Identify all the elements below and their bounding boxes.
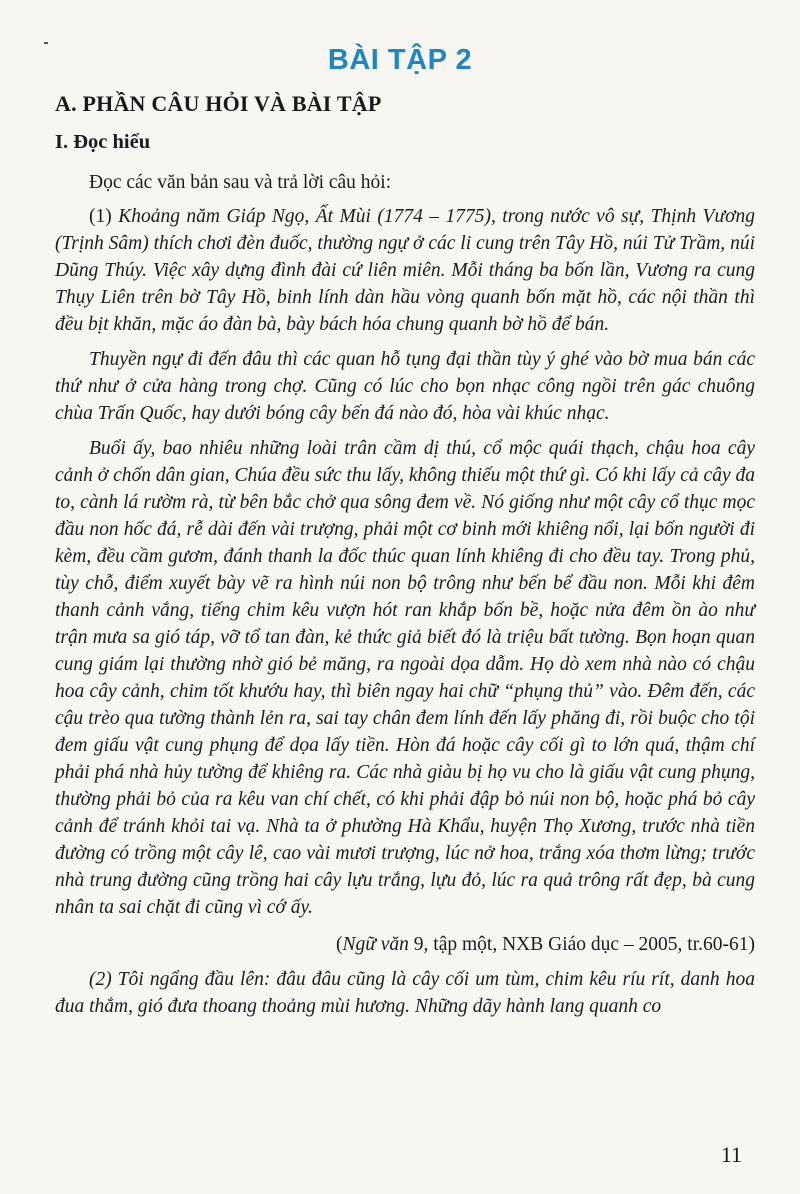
passage1-paragraph1-text: Khoảng năm Giáp Ngọ, Ất Mùi (1774 – 1775), trong nước vô sự, Thịnh Vương (Trịnh Sâm) thích chơi đèn đuốc, thường ngự ở các li cung trên Tây Hồ, núi Tử Trầm, núi Dũng Thúy. Việc xây dựng đình đài cứ liên miên. Mỗi tháng ba bốn lần, Vương ra cung Thụy Liên trên bờ Tây Hồ, binh lính dàn hầu vòng quanh bốn mặt hồ, các nội thần thì đều bịt khăn, mặc áo đàn bà, bày bách hóa chung quanh bờ hồ để bán.	[55, 206, 755, 335]
exercise-title: BÀI TẬP 2	[327, 44, 473, 76]
passage1-paragraph2: Thuyền ngự đi đến đâu thì các quan hỗ tụng đại thần tùy ý ghé vào bờ mua bán các thứ như ở cửa hàng trong chợ. Cũng có lúc cho bọn nhạc công ngồi trên gác chuông chùa Trấn Quốc, hay dưới bóng cây bến đá nào đó, hòa vài khúc nhạc.	[55, 349, 755, 424]
body-text	[55, 169, 755, 1028]
source-open-paren: (	[335, 934, 343, 955]
instruction-text: Đọc các văn bản sau và trả lời câu hỏi:	[89, 172, 392, 193]
source-book-title: Ngữ văn	[342, 934, 409, 955]
source-citation	[55, 931, 755, 958]
section-heading-a: A. PHẦN CÂU HỎI VÀ BÀI TẬP	[55, 91, 382, 116]
passage1-paragraph3: Buổi ấy, bao nhiêu những loài trân cầm dị thú, cổ mộc quái thạch, chậu hoa cây cảnh ở chốn dân gian, Chúa đều sức thu lấy, không thiếu một thứ gì. Có khi lấy cả cây đa to, cành lá rườm rà, từ bên bắc chở qua sông đem về. Nó giống như một cây cổ thục mọc đầu non hốc đá, rễ dài đến vài trượng, phải một cơ binh mới khiêng nổi, lại bốn người đi kèm, đều cầm gươm, đánh thanh la đốc thúc quan lính khiêng đi cho đều tay. Trong phủ, tùy chỗ, điểm xuyết bày vẽ ra hình núi non bộ trông như bến bể đầu non. Mỗi khi đêm thanh cảnh vắng, tiếng chim kêu vượn hót ran khắp bốn bề, hoặc nửa đêm ồn ào như trận mưa sa gió táp, vỡ tổ tan đàn, kẻ thức giả biết đó là triệu bất tường. Bọn hoạn quan cung giám lại thường nhờ gió bẻ măng, ra ngoài dọa dẫm. Họ dò xem nhà nào có chậu hoa cây cảnh, chim tốt khướu hay, thì biên ngay hai chữ “phụng thủ” vào. Đêm đến, các cậu trèo qua tường thành lẻn ra, sai tay chân đem lính đến lấy phăng đi, rồi buộc cho tội đem giấu vật cung phụng để dọa lấy tiền. Hòn đá hoặc cây cối gì to lớn quá, thậm chí phải phá nhà hủy tường để khiêng ra. Các nhà giàu bị họ vu cho là giấu vật cung phụng, thường phải bỏ của ra kêu van chí chết, có khi phải đập bỏ núi non bộ, hoặc phá bỏ cây cảnh để tránh khỏi tai vạ. Nhà ta ở phường Hà Khẩu, huyện Thọ Xương, trước nhà tiền đường có trồng một cây lê, cao vài mươi trượng, lúc nở hoa, trắng xóa thơm lừng; trước nhà trung đường cũng trồng hai cây lựu trắng, lựu đỏ, lúc ra quả trông rất đẹp, bà cung nhân ta sai chặt đi cũng vì cớ ấy.	[55, 438, 755, 918]
passage2-paragraph: (2) Tôi ngẩng đầu lên: đâu đâu cũng là cây cối um tùm, chim kêu ríu rít, danh hoa đua thắm, gió đưa thoang thoảng mùi hương. Những dãy hành lang quanh co	[55, 969, 755, 1017]
source-details: 9, tập một, NXB Giáo dục – 2005, tr.60-61)	[408, 934, 755, 955]
page-number: 11	[720, 1142, 742, 1167]
subsection-heading-reading: I. Đọc hiểu	[55, 131, 151, 153]
passage1-paragraph1	[55, 203, 755, 338]
passage-marker: (1)	[89, 206, 112, 227]
